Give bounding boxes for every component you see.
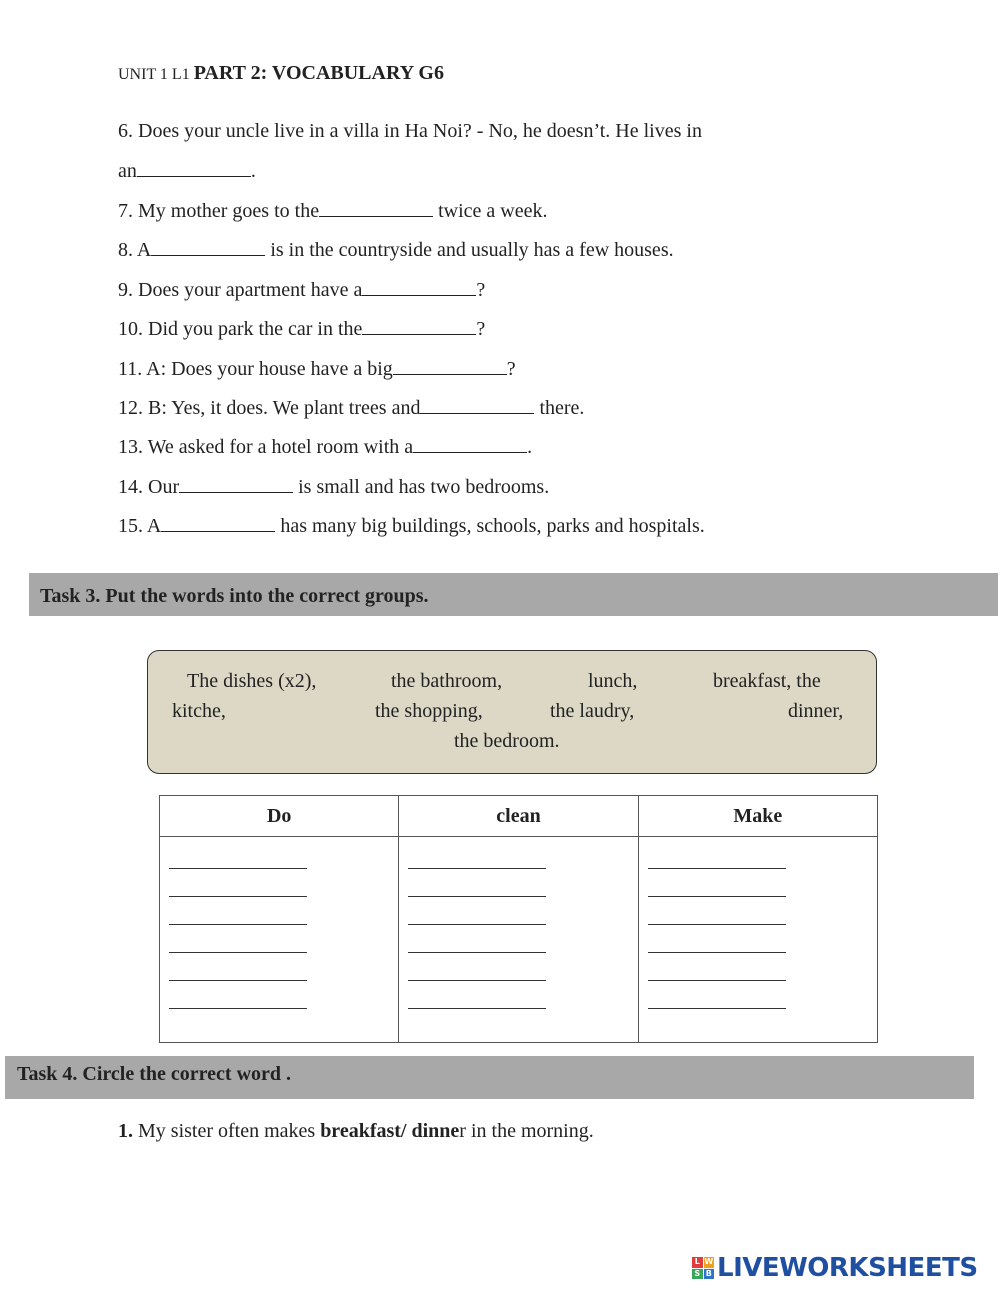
answer-blank[interactable] xyxy=(161,514,275,532)
answer-line[interactable] xyxy=(169,841,307,869)
answer-blank[interactable] xyxy=(420,396,534,414)
logo-icon: L W S B xyxy=(692,1257,714,1279)
question-11: 11. A: Does your house have a big ? xyxy=(118,358,516,380)
answer-line[interactable] xyxy=(169,925,307,953)
word-item: The dishes (x2), xyxy=(187,670,317,692)
answer-blank[interactable] xyxy=(362,317,476,335)
word-item: dinner, xyxy=(788,700,844,722)
answer-blank[interactable] xyxy=(393,357,507,375)
answer-blank[interactable] xyxy=(179,475,293,493)
word-item: breakfast, the xyxy=(713,670,821,692)
clean-column-cell xyxy=(399,837,638,1043)
question-14: 14. Our is small and has two bedrooms. xyxy=(118,476,550,498)
answer-line[interactable] xyxy=(169,953,307,981)
word-item: lunch, xyxy=(588,670,638,692)
answer-line[interactable] xyxy=(648,897,786,925)
answer-line[interactable] xyxy=(169,981,307,1009)
answer-blank[interactable] xyxy=(413,435,527,453)
column-header-make: Make xyxy=(638,796,877,837)
word-item: the laudry, xyxy=(550,700,635,722)
answer-blank[interactable] xyxy=(137,159,251,177)
word-bank xyxy=(147,650,877,774)
answer-line[interactable] xyxy=(408,953,546,981)
worksheet-header xyxy=(118,62,444,85)
question-6-line2: an . xyxy=(118,160,256,182)
answer-line[interactable] xyxy=(648,841,786,869)
question-12: 12. B: Yes, it does. We plant trees and there. xyxy=(118,397,585,419)
answer-line[interactable] xyxy=(408,897,546,925)
answer-blank[interactable] xyxy=(151,238,265,256)
make-column-cell xyxy=(638,837,877,1043)
word-item: the bathroom, xyxy=(391,670,503,692)
task-4-heading: Task 4. Circle the correct word . xyxy=(5,1056,974,1099)
question-8: 8. A is in the countryside and usually has a few houses. xyxy=(118,239,674,261)
question-10: 10. Did you park the car in the ? xyxy=(118,318,486,340)
answer-line[interactable] xyxy=(648,869,786,897)
answer-blank[interactable] xyxy=(362,278,476,296)
question-6-line1: 6. Does your uncle live in a villa in Ha Noi? - No, he doesn’t. He lives in xyxy=(118,120,702,142)
question-15: 15. A has many big buildings, schools, parks and hospitals. xyxy=(118,515,705,537)
task-4-item-1: 1. My sister often makes breakfast/ dinner in the morning. xyxy=(118,1120,594,1142)
word-item: the shopping, xyxy=(375,700,483,722)
question-13: 13. We asked for a hotel room with a . xyxy=(118,436,533,458)
choice-words[interactable]: breakfast/ dinne xyxy=(320,1120,460,1142)
answer-blank[interactable] xyxy=(319,199,433,217)
word-item: kitche, xyxy=(172,700,226,722)
answer-line[interactable] xyxy=(408,925,546,953)
question-7: 7. My mother goes to the twice a week. xyxy=(118,200,548,222)
answer-line[interactable] xyxy=(648,925,786,953)
answer-line[interactable] xyxy=(648,981,786,1009)
groups-table xyxy=(159,795,878,1043)
task-3-heading: Task 3. Put the words into the correct groups. xyxy=(29,573,998,616)
word-item: the bedroom. xyxy=(454,730,560,752)
column-header-clean: clean xyxy=(399,796,638,837)
answer-line[interactable] xyxy=(169,869,307,897)
answer-line[interactable] xyxy=(169,897,307,925)
do-column-cell xyxy=(160,837,399,1043)
part-title: PART 2: VOCABULARY G6 xyxy=(193,62,444,84)
answer-line[interactable] xyxy=(408,981,546,1009)
answer-line[interactable] xyxy=(408,869,546,897)
answer-line[interactable] xyxy=(408,841,546,869)
liveworksheets-logo: L W S B LIVEWORKSHEETS xyxy=(692,1253,978,1283)
answer-line[interactable] xyxy=(648,953,786,981)
column-header-do: Do xyxy=(160,796,399,837)
question-9: 9. Does your apartment have a ? xyxy=(118,279,486,301)
unit-label: UNIT 1 L1 xyxy=(118,66,190,83)
